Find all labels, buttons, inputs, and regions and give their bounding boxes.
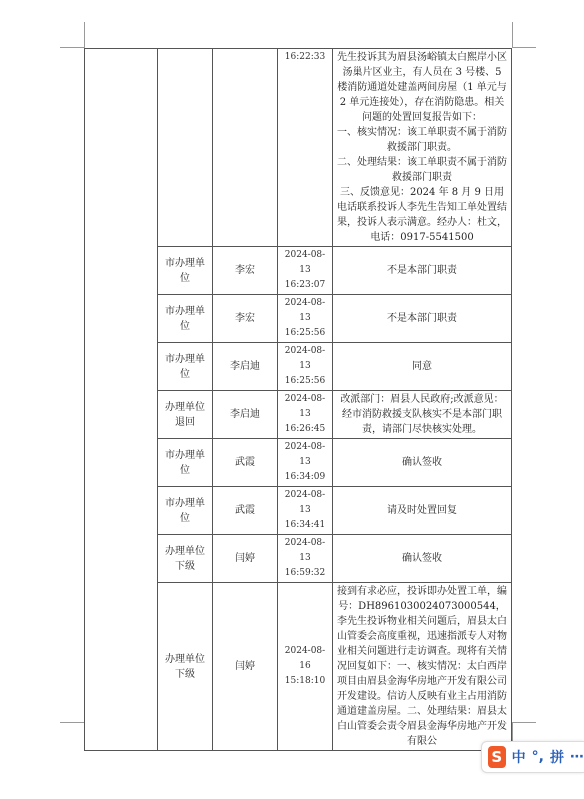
crop-mark-bottom-left-h xyxy=(60,722,84,723)
merged-left-cell xyxy=(85,49,158,751)
ime-language-toggle[interactable]: 中 xyxy=(511,750,526,766)
person-cell: 闫婷 xyxy=(213,535,278,583)
person-cell: 李启迪 xyxy=(213,391,278,439)
person-cell: 李宏 xyxy=(213,247,278,295)
person-cell: 武霞 xyxy=(213,439,278,487)
detail-cell: 不是本部门职责 xyxy=(333,247,512,295)
detail-cell: 改派部门：眉县人民政府;改派意见：经市消防救援支队核实不是本部门职责，请部门尽快核实处理。 xyxy=(333,391,512,439)
detail-cell: 不是本部门职责 xyxy=(333,295,512,343)
detail-cell: 确认签收 xyxy=(333,535,512,583)
time-cell: 2024-08-13 16:25:56 xyxy=(278,295,333,343)
sogou-logo-icon[interactable]: S xyxy=(488,746,506,768)
unit-cell: 办理单位下级 xyxy=(158,583,213,751)
detail-cell: 请及时处置回复 xyxy=(333,487,512,535)
time-cell: 2024-08-13 16:26:45 xyxy=(278,391,333,439)
unit-cell: 办理单位下级 xyxy=(158,535,213,583)
time-cell: 2024-08-13 16:34:41 xyxy=(278,487,333,535)
ime-punctuation-toggle[interactable]: °, xyxy=(531,749,544,765)
time-cell: 2024-08-13 16:23:07 xyxy=(278,247,333,295)
unit-cell: 市办理单位 xyxy=(158,439,213,487)
time-cell: 2024-08-13 16:59:32 xyxy=(278,535,333,583)
unit-cell xyxy=(158,49,213,247)
unit-cell: 市办理单位 xyxy=(158,247,213,295)
crop-mark-top-right-v xyxy=(512,22,513,48)
ime-toolbar[interactable] xyxy=(481,741,584,773)
ime-pinyin-button[interactable]: 拼 xyxy=(550,750,564,766)
unit-cell: 市办理单位 xyxy=(158,487,213,535)
crop-mark-top-left-v xyxy=(84,22,85,48)
person-cell xyxy=(213,49,278,247)
detail-cell: 同意 xyxy=(333,343,512,391)
time-cell: 16:22:33 xyxy=(278,49,333,247)
time-cell: 2024-08-13 16:25:56 xyxy=(278,343,333,391)
detail-paragraph: 二、处理结果：该工单职责不属于消防救援部门职责 xyxy=(337,157,507,183)
processing-record-table xyxy=(84,48,512,751)
detail-paragraph: 一、核实情况：该工单职责不属于消防救援部门职责。 xyxy=(337,127,507,153)
detail-cell: 接到有求必应，投诉即办处置工单，编号：DH8961030024073000544，李先生投诉物业相关问题后，眉县太白山管委会高度重视，迅速指派专人对物业相关问题进行走访调查。现将有关情况回复如下：一、核实情况：太白西岸项目由眉县金海华房地产开发有限公司开发建设。信访人反映有业主占用消防通道建盖房屋。二、处理结果：眉县太白山管委会责令眉县金海华房地产开发有限公 xyxy=(333,583,512,751)
person-cell: 李启迪 xyxy=(213,343,278,391)
unit-cell: 办理单位退回 xyxy=(158,391,213,439)
crop-mark-bottom-right-h xyxy=(512,722,536,723)
ime-more-button[interactable]: ⋯ xyxy=(570,749,584,765)
table-row xyxy=(85,49,512,247)
person-cell: 李宏 xyxy=(213,295,278,343)
time-cell: 2024-08-13 16:34:09 xyxy=(278,439,333,487)
detail-cell: 确认签收 xyxy=(333,439,512,487)
detail-cell xyxy=(333,49,512,247)
crop-mark-top-right-h xyxy=(512,47,536,48)
detail-paragraph: 先生投诉其为眉县汤峪镇太白熙岸小区汤巢片区业主，有人员在 3 号楼、5 楼消防通道处建盖两间房屋（1 单元与 2 单元连接处），存在消防隐患。相关问题的处置回复报告如下： xyxy=(337,52,507,123)
time-cell: 2024-08-16 15:18:10 xyxy=(278,583,333,751)
unit-cell: 市办理单位 xyxy=(158,295,213,343)
person-cell: 武霞 xyxy=(213,487,278,535)
unit-cell: 市办理单位 xyxy=(158,343,213,391)
crop-mark-top-left-h xyxy=(60,47,84,48)
person-cell: 闫婷 xyxy=(213,583,278,751)
detail-paragraph: 三、反馈意见：2024 年 8 月 9 日用电话联系投诉人李先生告知工单处置结果，投诉人表示满意。经办人：杜文，电话：0917-5541500 xyxy=(337,187,507,243)
